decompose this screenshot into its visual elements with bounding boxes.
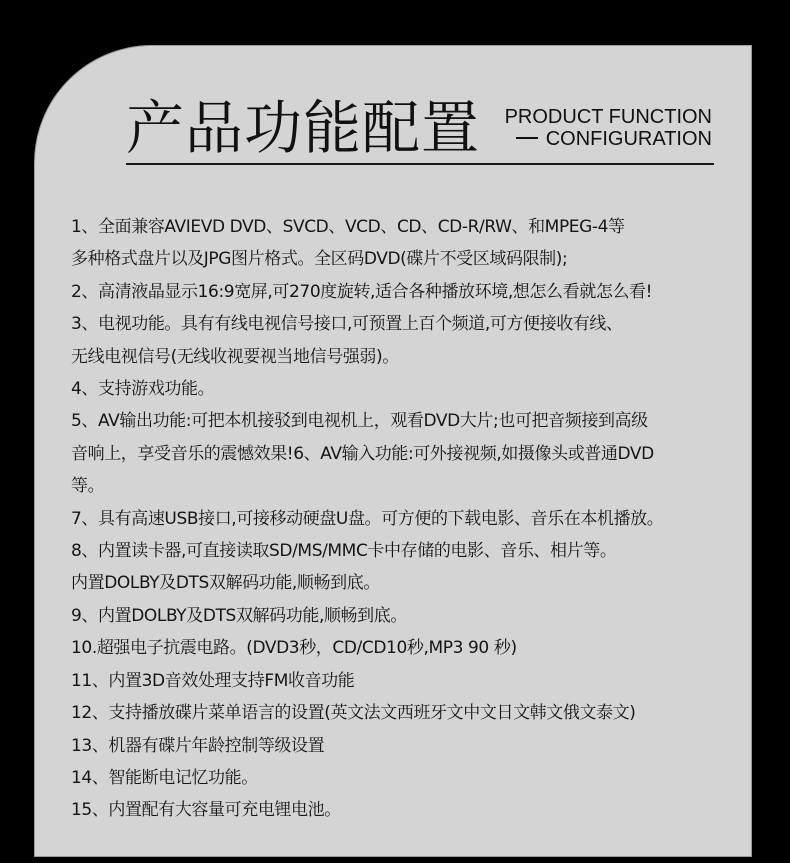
feature-line: 7、具有高速USB接口,可接移动硬盘U盘。可方便的下载电影、音乐在本机播放。 [71,508,664,529]
feature-line: 1、全面兼容AVIEVD DVD、SVCD、VCD、CD、CD-R/RW、和MPEG-4等 [71,217,625,237]
feature-list [71,211,743,827]
feature-line: 13、机器有碟片年龄控制等级设置 [71,735,325,756]
feature-line: 11、内置3D音效处理支持FM收音功能 [71,670,355,691]
feature-line: 音响上，享受音乐的震憾效果!6、AV输入功能:可外接视频,如摄像头或普通DVD [71,443,654,464]
feature-line: 12、支持播放碟片菜单语言的设置(英文法文西班牙文中文日文韩文俄文泰文) [71,703,636,724]
header-divider [126,163,714,165]
feature-line: 无线电视信号(无线收视要视当地信号强弱)。 [71,346,399,367]
feature-line: 2、高清液晶显示16:9宽屏,可270度旋转,适合各种播放环境,想怎么看就怎么看! [71,281,653,302]
subtitle-line-2 [505,128,712,150]
subtitle-line-1: PRODUCT FUNCTION [504,106,712,128]
feature-line: 14、智能断电记忆功能。 [71,767,258,788]
feature-line: 5、AV输出功能:可把本机接驳到电视机上，观看DVD大片;也可把音频接到高级 [71,411,648,432]
page-title: 产品功能配置 [126,94,481,162]
feature-line: 多种格式盘片以及JPG图片格式。全区码DVD(碟片不受区域码限制); [71,249,568,270]
feature-line: 15、内置配有大容量可充电锂电池。 [71,800,341,821]
feature-line: 9、内置DOLBY及DTS双解码功能,顺畅到底。 [71,605,407,626]
feature-line: 等。 [71,476,105,497]
subtitle-line-2-text: CONFIGURATION [545,128,712,150]
feature-line: 8、内置读卡器,可直接读取SD/MS/MMC卡中存储的电影、音乐、相片等。 [71,541,617,562]
feature-line: 内置DOLBY及DTS双解码功能,顺畅到底。 [71,573,380,594]
feature-line: 3、电视功能。具有有线电视信号接口,可预置上百个频道,可方便接收有线、 [71,314,623,335]
page-subtitle [505,106,712,150]
feature-line: 4、支持游戏功能。 [71,379,215,400]
feature-line: 10.超强电子抗震电路。(DVD3秒，CD/CD10秒,MP3 90 秒) [71,638,517,659]
